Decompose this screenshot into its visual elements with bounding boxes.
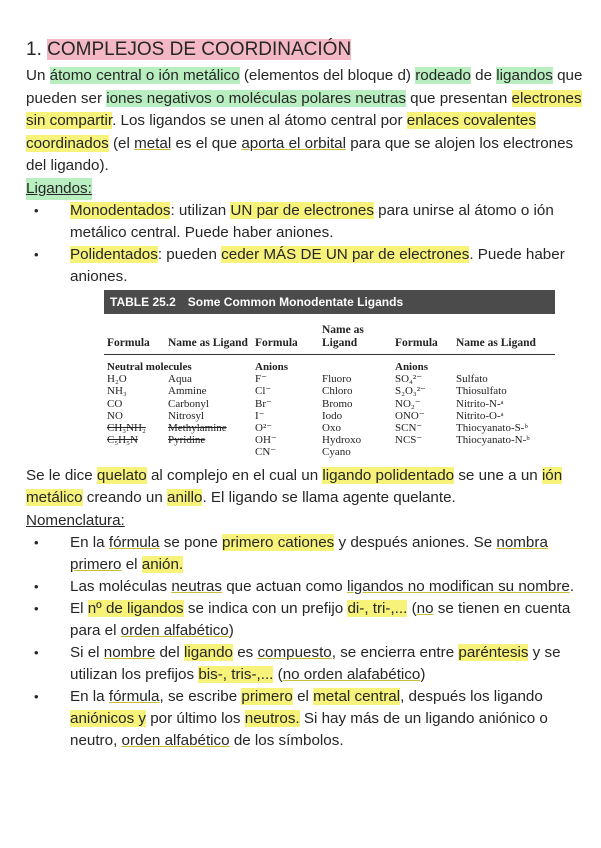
underlined-text: ligandos no modifican su nombre <box>346 578 570 596</box>
table-group-row <box>104 355 555 374</box>
text-run: El <box>70 600 88 618</box>
table-row <box>104 446 555 458</box>
underlined-text: nombra primero <box>70 534 548 574</box>
table-cell <box>165 446 252 458</box>
text-run: Se le dice <box>26 466 97 484</box>
highlight-yellow: anillo <box>167 489 203 507</box>
table-cell: Aqua <box>168 373 192 386</box>
table-cell: Thiocyanato-S-ᵇ <box>456 422 528 435</box>
highlight-yellow: electrones sin compartir <box>26 89 582 129</box>
list-item <box>26 598 586 642</box>
text-run: Si hay más de un ligando aniónico o neutro, <box>70 710 548 750</box>
list-item <box>26 642 586 686</box>
text-run: que presentan <box>405 89 512 107</box>
text-run: para unirse al átomo o ión metálico central. Puede haber aniones. <box>70 202 554 241</box>
document-page <box>26 38 586 752</box>
table-cell: Pyridine <box>168 434 206 447</box>
underlined-text: orden alfabético <box>121 732 230 750</box>
highlight-yellow: ligando <box>183 644 233 662</box>
text-run: . <box>569 578 575 596</box>
highlight-green: átomo central o ión metálico <box>49 67 240 84</box>
table-cell: NO₂⁻ <box>395 397 421 410</box>
underlined-text: nombre <box>103 644 156 662</box>
ligandos-list <box>26 200 586 288</box>
quelato-paragraph <box>26 465 586 510</box>
underlined-text: aporta el orbital <box>241 134 347 152</box>
intro-paragraph <box>26 65 586 178</box>
nomenclatura-list <box>26 532 586 752</box>
underlined-text: fórmula <box>108 688 160 706</box>
list-item <box>26 686 586 752</box>
table-cell: I⁻ <box>255 409 265 422</box>
table-cell: S₂O₃²⁻ <box>395 385 426 398</box>
ligandos-heading: Ligandos: <box>26 178 92 201</box>
table-cell: F⁻ <box>255 373 267 386</box>
table-cell: NCS⁻ <box>395 434 423 447</box>
text-run: ( <box>407 600 417 618</box>
nomenclatura-heading: Nomenclatura: <box>26 511 125 529</box>
list-item <box>26 532 586 576</box>
underlined-text: no <box>416 600 434 618</box>
text-run: se tienen en cuenta para el <box>70 600 571 640</box>
table-cell: Iodo <box>322 409 343 422</box>
highlight-yellow: neutros. <box>244 710 300 728</box>
highlight-yellow: bis-, tris-,... <box>198 666 274 684</box>
text-run: (el <box>108 134 135 152</box>
text-run: , después los ligando <box>400 688 543 706</box>
underlined-text: fórmula <box>108 534 160 552</box>
table-cell <box>392 446 453 458</box>
table-group-label: Anions <box>395 361 429 373</box>
section-title-text: COMPLEJOS DE COORDINACIÓN <box>47 39 352 60</box>
table-cell: Cl⁻ <box>255 385 272 398</box>
section-title <box>26 38 586 62</box>
table-cell: OH⁻ <box>255 434 277 447</box>
section-number: 1. <box>26 39 42 60</box>
text-run: Un <box>26 67 50 84</box>
col-header: Name as Ligand <box>319 314 392 355</box>
list-item <box>26 200 586 244</box>
table-cell: Nitrosyl <box>168 409 205 422</box>
table-cell: NO <box>107 409 123 422</box>
text-run: es el que <box>171 134 242 152</box>
text-run: al complejo en el cual un <box>146 466 323 484</box>
table-row <box>104 434 555 446</box>
list-item <box>26 576 586 598</box>
highlight-yellow: enlaces covalentes coordinados <box>26 112 536 152</box>
table-cell: ONO⁻ <box>395 409 425 422</box>
highlight-green: ligandos <box>496 67 553 84</box>
highlight-yellow: Monodentados <box>70 202 171 219</box>
text-run: ) <box>228 622 234 640</box>
list-item <box>26 244 586 288</box>
table-row <box>104 398 555 410</box>
table-cell: Fluoro <box>322 373 352 386</box>
highlight-green: iones negativos o moléculas polares neutras <box>106 89 406 107</box>
highlight-yellow: ión metálico <box>26 466 563 507</box>
text-run: de <box>470 67 497 84</box>
table-group-label: Anions <box>255 361 289 373</box>
table-row <box>104 385 555 397</box>
text-run: . Puede haber aniones. <box>70 246 565 285</box>
text-run: del <box>155 644 184 662</box>
table-row <box>104 373 555 385</box>
table-cell: CO <box>107 397 123 410</box>
table-cell: Nitrito-N-ᵃ <box>456 397 504 410</box>
table-cell: Oxo <box>322 422 341 435</box>
table-title: Some Common Monodentate Ligands <box>187 295 404 309</box>
table-cell: O²⁻ <box>255 422 273 435</box>
table-row <box>104 410 555 422</box>
table-cell <box>104 446 165 458</box>
table-cell: NH₃ <box>107 385 127 398</box>
text-run: el <box>292 688 314 706</box>
text-run: se indica con un prefijo <box>183 600 348 618</box>
highlight-yellow: ceder MÁS DE UN par de electrones <box>221 246 470 263</box>
highlight-yellow: nº de ligandos <box>87 600 184 618</box>
text-run: ( <box>273 666 283 684</box>
table-cell: H₂O <box>107 373 127 386</box>
text-run: ) <box>420 666 426 684</box>
text-run: : utilizan <box>170 202 231 219</box>
table-cell: Thiosulfato <box>456 385 507 398</box>
underlined-text: no orden alafabético <box>282 666 421 684</box>
col-header: Name as Ligand <box>453 314 555 355</box>
table-cell: Carbonyl <box>168 397 209 410</box>
col-header: Formula <box>252 314 319 355</box>
highlight-yellow: primero cationes <box>222 534 335 552</box>
table-label: TABLE 25.2 <box>110 295 176 309</box>
text-run: , se encierra entre <box>331 644 459 662</box>
text-run: : pueden <box>157 246 222 263</box>
underlined-text: orden alfabético <box>120 622 229 640</box>
highlight-yellow: primero <box>241 688 293 706</box>
table-cell: Br⁻ <box>255 397 272 410</box>
text-run: (elementos del bloque d) <box>239 67 416 84</box>
table-cell: Ammine <box>168 385 207 398</box>
highlight-green: rodeado <box>415 67 471 84</box>
table-cell: Sulfato <box>456 373 488 386</box>
text-run: y se utilizan los prefijos <box>70 644 561 684</box>
text-run: y después aniones. Se <box>334 534 497 552</box>
text-run: Si el <box>70 644 104 662</box>
col-header: Formula <box>104 314 165 355</box>
table-cell: Chloro <box>322 385 353 398</box>
table-cell: SO₄²⁻ <box>395 373 423 386</box>
col-header: Name as Ligand <box>165 314 252 355</box>
text-run: creando un <box>82 489 167 507</box>
text-run: se une a un <box>454 466 542 484</box>
col-header: Formula <box>392 314 453 355</box>
table-cell: CN⁻ <box>255 446 277 459</box>
highlight-yellow: anión. <box>141 556 184 574</box>
table-header-row <box>104 314 555 355</box>
text-run: En la <box>70 534 109 552</box>
highlight-yellow: di-, tri-,... <box>347 600 408 618</box>
text-run: para que se alojen los electrones del ligando). <box>26 134 574 174</box>
table-header-bar <box>104 290 555 314</box>
highlight-yellow: Polidentados <box>70 246 158 263</box>
text-run: el <box>121 556 142 574</box>
text-run: de los símbolos. <box>229 732 344 750</box>
table-cell: Bromo <box>322 397 353 410</box>
table-cell: Cyano <box>322 446 351 459</box>
table-cell: SCN⁻ <box>395 422 423 435</box>
table-cell: C₅H₅N <box>107 434 138 447</box>
table-cell: Thiocyanato-N-ᵇ <box>456 434 530 447</box>
table-cell: CH₃NH₂ <box>107 422 146 435</box>
text-run: que actuan como <box>221 578 347 596</box>
highlight-yellow: metal central <box>313 688 401 706</box>
text-run: es <box>232 644 258 662</box>
highlight-yellow: aniónicos y <box>70 710 146 728</box>
highlight-yellow: quelato <box>96 466 147 484</box>
table-cell <box>453 446 555 458</box>
text-run: por último los <box>145 710 245 728</box>
table-body <box>104 355 555 459</box>
table-row <box>104 422 555 434</box>
highlight-yellow: paréntesis <box>458 644 529 662</box>
underlined-text: compuesto <box>257 644 332 662</box>
highlight-yellow: ligando polidentado <box>322 466 455 484</box>
text-run: . El ligando se llama agente quelante. <box>202 489 456 507</box>
table-cell: Methylamine <box>168 422 227 435</box>
text-run: , se escribe <box>159 688 242 706</box>
table-cell: Nitrito-O-ᵃ <box>456 409 504 422</box>
text-run: . Los ligandos se unen al átomo central por <box>112 112 407 129</box>
text-run: En la <box>70 688 109 706</box>
text-run: Las moléculas <box>70 578 172 596</box>
table-cell: Hydroxo <box>322 434 362 447</box>
highlight-yellow: UN par de electrones <box>230 202 374 219</box>
text-run: que pueden ser <box>26 67 583 107</box>
text-run: se pone <box>159 534 222 552</box>
table-group-label: Neutral molecules <box>107 361 192 373</box>
underlined-text: neutras <box>171 578 222 596</box>
ligand-table <box>104 290 555 459</box>
underlined-text: metal <box>134 134 172 152</box>
